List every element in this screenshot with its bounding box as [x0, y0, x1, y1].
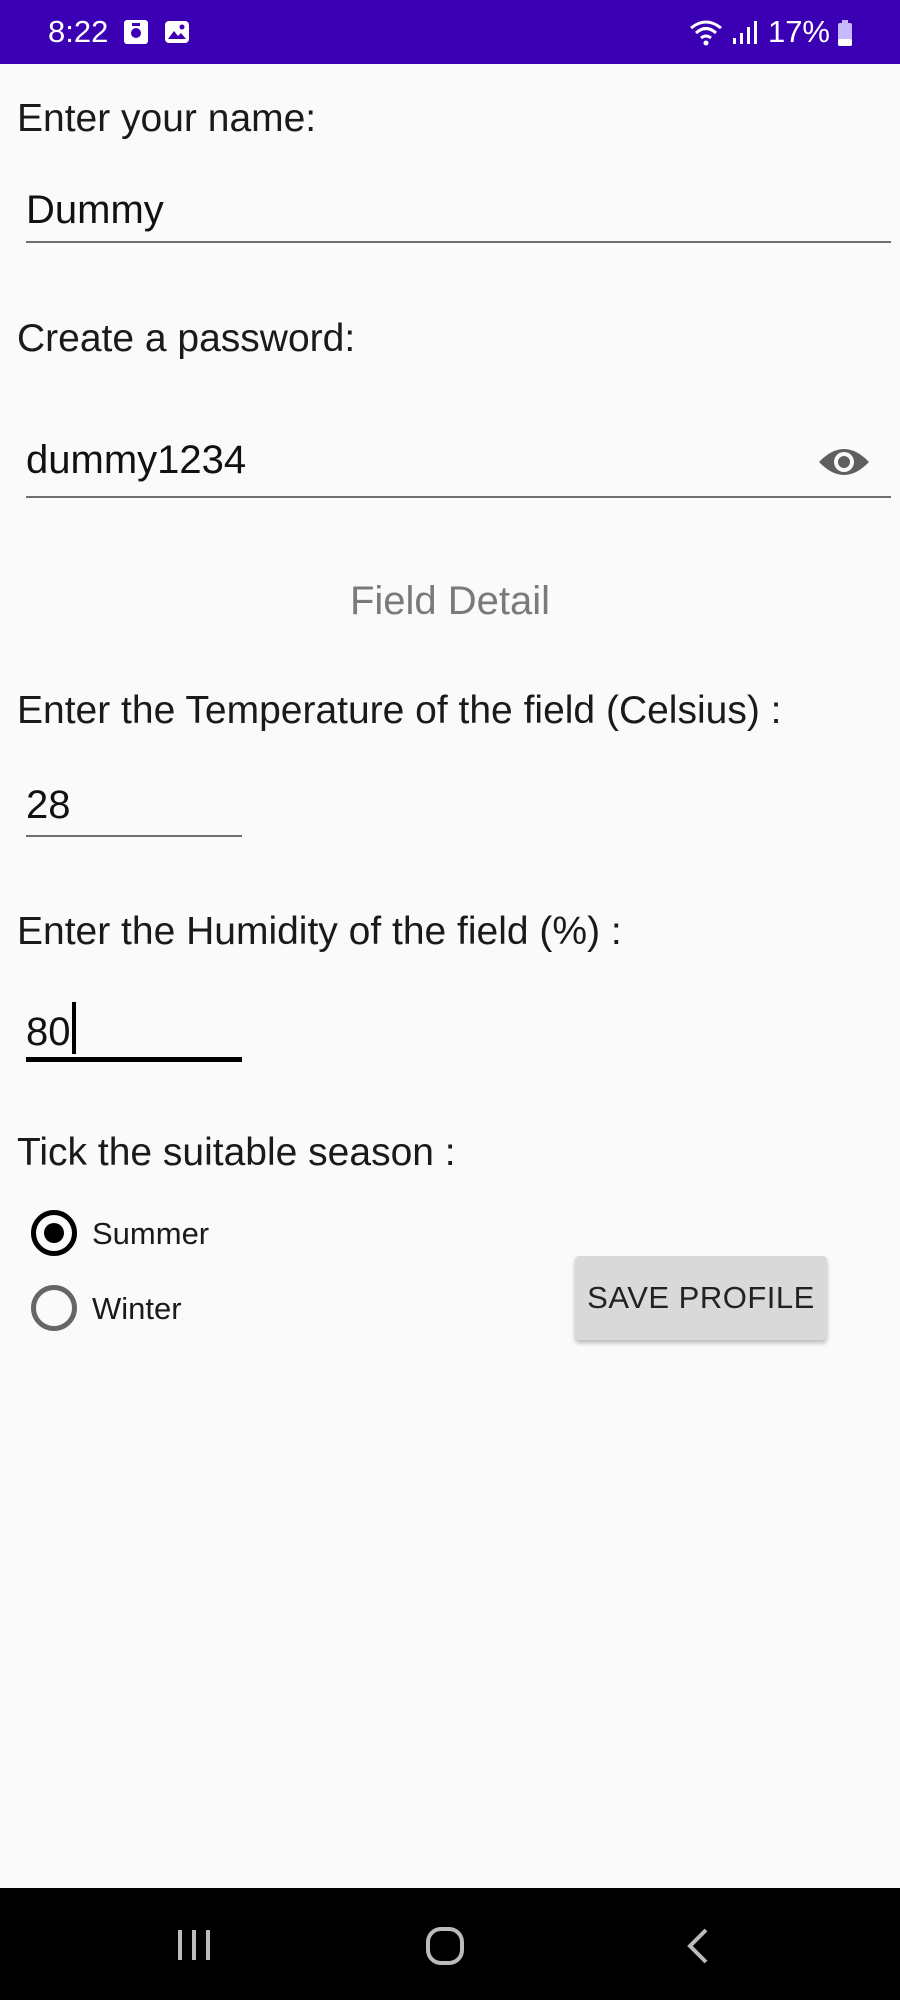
name-label: Enter your name:: [17, 97, 317, 140]
section-title: Field Detail: [349, 579, 551, 623]
home-icon[interactable]: [425, 1926, 465, 1966]
humidity-input-field[interactable]: [26, 1002, 76, 1055]
season-label: Tick the suitable season :: [17, 1131, 456, 1174]
signal-icon: [730, 18, 758, 46]
name-input-underline: [26, 241, 891, 243]
password-input-value[interactable]: dummy1234: [26, 438, 247, 482]
humidity-input-underline: [26, 1057, 242, 1062]
radio-summer-label[interactable]: Summer: [92, 1216, 210, 1251]
password-label: Create a password:: [17, 317, 356, 360]
navigation-bar: [0, 1888, 900, 2000]
wifi-icon: [688, 18, 724, 46]
password-input-underline: [26, 496, 891, 498]
back-icon[interactable]: [684, 1926, 712, 1966]
status-time: 8:22: [48, 14, 109, 49]
temperature-input-underline: [26, 835, 242, 837]
temperature-input-value[interactable]: 28: [26, 783, 71, 827]
text-cursor: [72, 1002, 76, 1054]
eye-icon[interactable]: [817, 444, 871, 480]
status-bar: [0, 0, 900, 64]
name-input-value[interactable]: Dummy: [26, 188, 164, 232]
battery-icon: [838, 20, 852, 46]
recent-apps-icon[interactable]: [174, 1928, 214, 1962]
radio-winter-button[interactable]: [31, 1285, 77, 1331]
radio-winter-label[interactable]: Winter: [92, 1291, 182, 1326]
temperature-label: Enter the Temperature of the field (Celsius) :: [17, 689, 782, 732]
humidity-input-value: 80: [26, 1010, 71, 1054]
notification-icon: [122, 18, 150, 46]
gallery-icon: [163, 18, 191, 46]
radio-summer-button[interactable]: [31, 1210, 77, 1256]
humidity-label: Enter the Humidity of the field (%) :: [17, 910, 622, 953]
save-profile-button[interactable]: SAVE PROFILE: [575, 1256, 827, 1340]
battery-percentage: 17%: [767, 14, 830, 49]
